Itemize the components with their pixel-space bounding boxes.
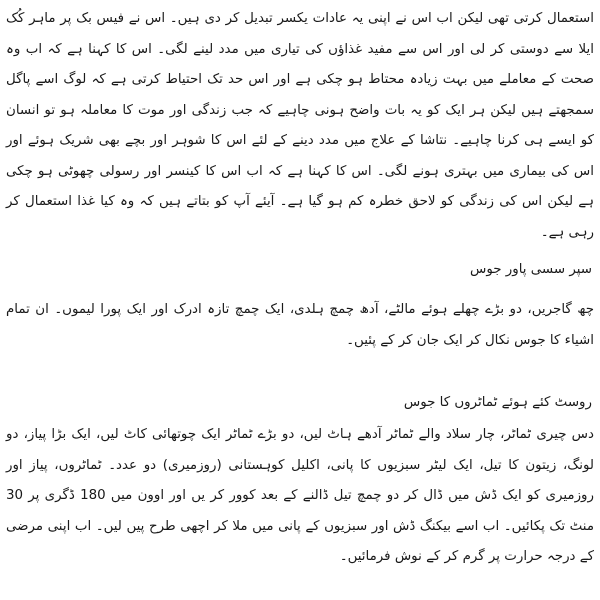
article-paragraph-roasted-tomato-juice: دس چیری ٹماٹر، چار سلاد والے ٹماٹر آدھے ہاٹ لیں، دو بڑے ٹماٹر ایک چوتھائی کاٹ لیں، ایک بڑا پیاز، دو لونگ، زیتون کا تیل، ایک لیٹر سبزیوں کا پانی، اکلیل کوہستانی (روزمیری) دو عدد۔ ٹماٹروں، پیاز اور روزمیری کو ایک ڈش میں ڈال کر دو چمچ تیل ڈالنے کے بعد کوور کر یں اور اوون میں 180 ڈگری پر 30 منٹ تک پکائیں۔ اب اسے بیکنگ ڈش اور سبزیوں کے پانی میں ملا کر اچھی طرح پیں لیں۔ اب اپنی مرضی کے درجہ حرارت پر گرم کر کے نوش فرمائیں۔: [6, 427, 594, 564]
recipe-heading-power-juice: سپر سسی پاور جوس: [469, 262, 592, 277]
article-paragraph-intro: استعمال کرتی تھی لیکن اب اس نے اپنی یہ عادات یکسر تبدیل کر دی ہیں۔ اس نے فیس بک پر ماہر کُک ایلا سے دوستی کر لی اور اس سے مفید غذاؤں کی تیاری میں مدد لینے لگی۔ اس کا کہنا ہے کہ اب وہ صحت کے معاملے میں بہت زیادہ محتاط ہو چکی ہے اور اس حد تک احتیاط کرتی ہے کہ لوگ اسے پاگل سمجھتے ہیں لیکن ہر ایک کو یہ بات واضح ہونی چاہیے کہ جب زندگی اور موت کا معاملہ ہو تو انسان کو ایسے ہی کرنا چاہیے۔ نتاشا کے علاج میں مدد دینے کے لئے اس کا شوہر اور بچے بھی شریک ہوئے اور اس کی بیماری میں بہتری ہونے لگی۔ اس کا کہنا ہے کہ اب اس کا کینسر اور رسولی چھوٹی ہو چکی ہے لیکن اس کی زندگی کو لاحق خطرہ کم ہو گیا ہے۔ آیئے آپ کو بتاتے ہیں کہ وہ کیا غذا استعمال کر رہی ہے۔: [6, 11, 594, 240]
article-paragraph-power-juice: چھ گاجریں، دو بڑے چھلے ہوئے مالٹے، آدھ چمچ ہلدی، ایک چمچ تازہ ادرک اور ایک پورا لیموں۔ ان تمام اشیاء کا جوس نکال کر ایک جان کر کے پئیں۔: [6, 302, 594, 348]
recipe-heading-roasted-tomato-juice: روسٹ کئے ہوئے ٹماٹروں کا جوس: [403, 395, 592, 410]
